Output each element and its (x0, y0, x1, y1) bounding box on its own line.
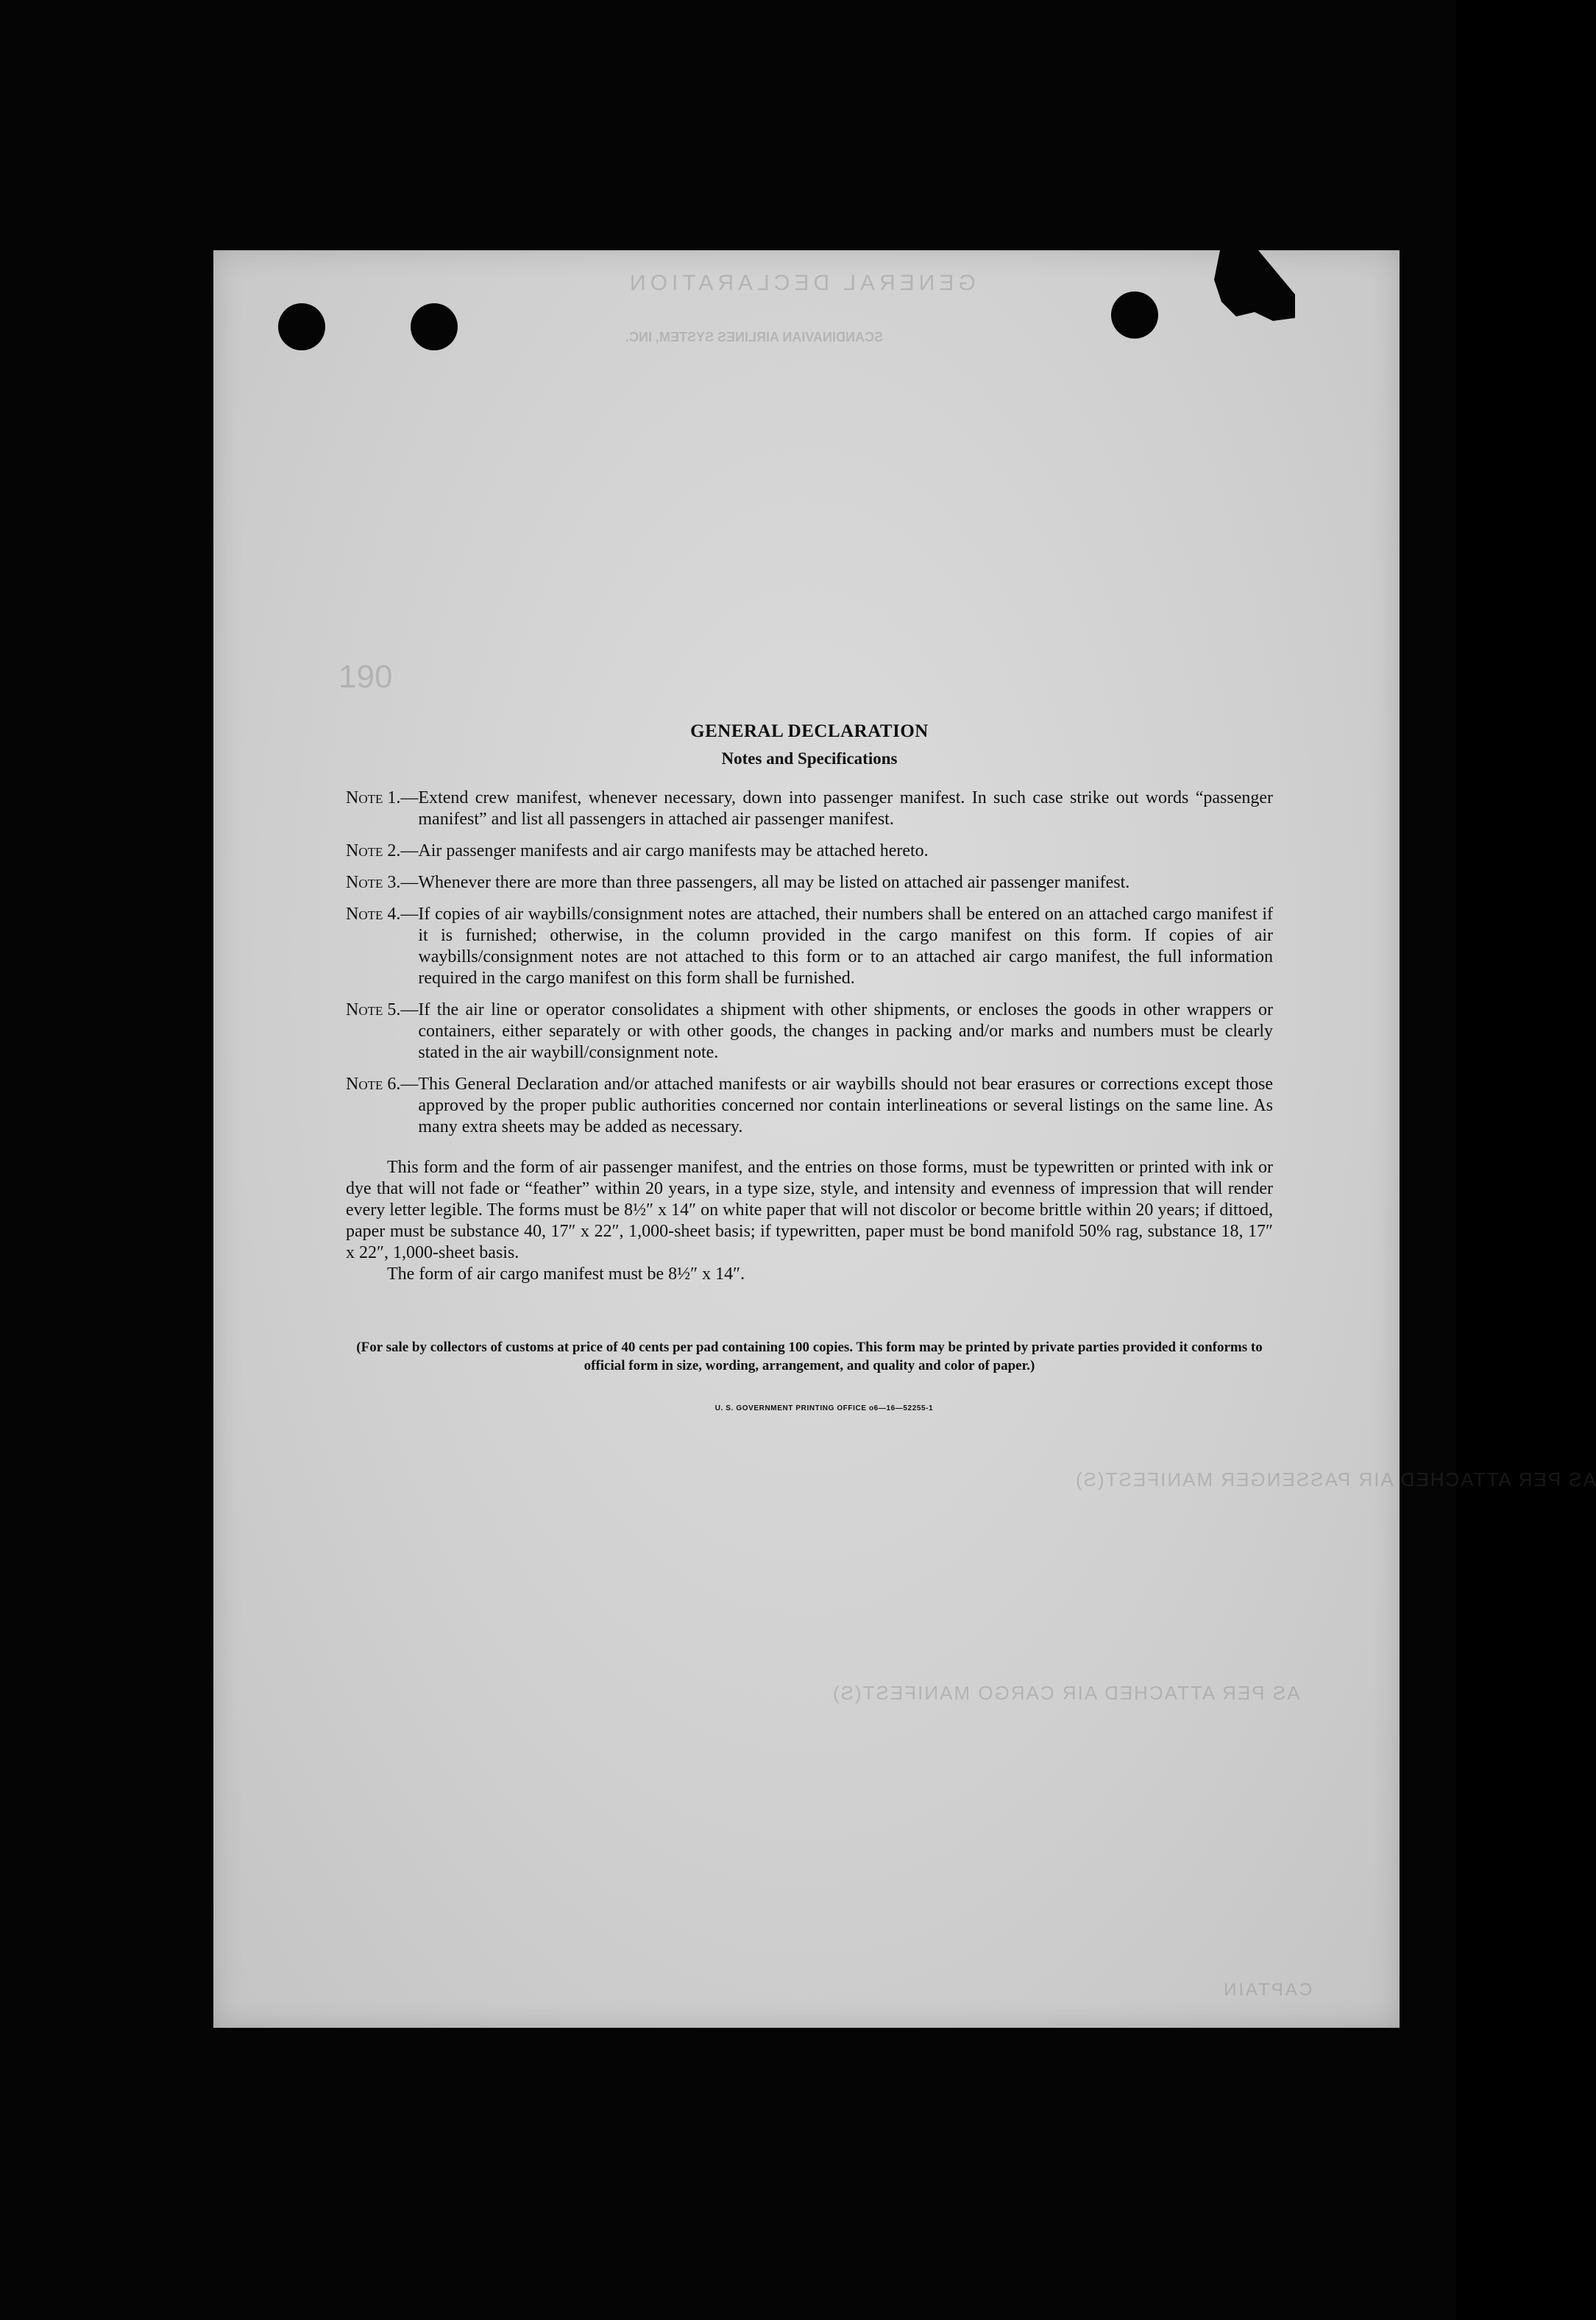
note-6 (346, 1074, 1273, 1138)
note-label: Note 1. (346, 788, 401, 807)
punch-hole-left (278, 303, 325, 350)
punch-hole-center (411, 303, 458, 350)
bleed-through-title: GENERAL DECLARATION (625, 271, 976, 295)
document-subtitle: Notes and Specifications (721, 749, 898, 768)
note-text: If copies of air waybills/consignment notes are attached, their numbers shall be entered on an attached cargo manifest if it is furnished; otherwise, in the column provided in the cargo manifest on this form. If copies of air waybills/consignment notes are not attached to this form or to an attached air cargo manifest, the full information required in the cargo manifest on this form shall be furnished. (418, 905, 1273, 988)
note-dash: — (400, 788, 419, 807)
form-specifications-paragraph: This form and the form of air passenger manifest, and the entries on those forms, must be typewritten or printed with ink or dye that will not fade or “feather” within 20 years, in a type size, style, and intensity and evenness of impression that will render every letter legible. The forms must be 8½″ x 14″ on white paper that will not discolor or become brittle within 20 years; if dittoed, paper must be substance 40, 17″ x 22″, 1,000-sheet basis; if typewritten, paper must be bond manifold 50% rag, substance 18, 17″ x 22″, 1,000-sheet basis. (346, 1158, 1273, 1262)
cargo-manifest-size-line: The form of air cargo manifest must be 8½″ x 14″. (387, 1265, 745, 1284)
note-text: If the air line or operator consolidates a shipment with other shipments, or encloses the goods in other wrappers or containers, either separately or with other goods, the changes in packing and/or marks and numbers must be clearly stated in the air waybill/consignment note. (418, 1000, 1273, 1062)
note-text: Extend crew manifest, whenever necessary, down into passenger manifest. In such case strike out words “passenger manifest” and list all passengers in attached air passenger manifest. (418, 788, 1273, 829)
note-label: Note 6. (346, 1075, 401, 1094)
note-1 (346, 788, 1273, 830)
document-title: GENERAL DECLARATION (690, 721, 929, 741)
punch-hole-right (1111, 291, 1158, 339)
note-label: Note 4. (346, 905, 401, 924)
note-2 (346, 841, 1273, 862)
note-text: This General Declaration and/or attached manifests or air waybills should not bear erasures or corrections except those approved by the proper public authorities concerned nor contain interlineations or several listings on the same line. As many extra sheets may be added as necessary. (418, 1075, 1273, 1136)
note-5 (346, 1000, 1273, 1064)
note-label: Note 5. (346, 1000, 401, 1019)
torn-corner (1214, 250, 1295, 331)
note-text: Air passenger manifests and air cargo manifests may be attached hereto. (418, 841, 929, 860)
bleed-through-airline: SCANDINAVIAN AIRLINES SYSTEM, INC. (625, 330, 884, 344)
notes-section (346, 721, 1273, 1412)
bleed-through-number: 190 (338, 659, 393, 695)
bleed-through-passenger-stamp: AS PER ATTACHED AIR PASSENGER MANIFEST(S) (1074, 1468, 1596, 1490)
note-label: Note 2. (346, 841, 401, 860)
bleed-through-cargo-stamp: AS PER ATTACHED AIR CARGO MANIFEST(S) (831, 1682, 1300, 1704)
bleed-through-captain: CAPTAIN (1221, 1980, 1313, 2000)
note-label: Note 3. (346, 873, 401, 892)
note-4 (346, 904, 1273, 989)
note-text: Whenever there are more than three passengers, all may be listed on attached air passenger manifest. (418, 873, 1130, 892)
note-dash: — (400, 841, 419, 860)
note-3 (346, 872, 1273, 894)
note-dash: — (400, 1000, 419, 1019)
note-dash: — (400, 1075, 419, 1094)
printing-office-line: U. S. GOVERNMENT PRINTING OFFICE o6—16—52255-1 (714, 1404, 934, 1412)
note-dash: — (400, 873, 419, 892)
note-dash: — (400, 905, 419, 924)
sale-note: (For sale by collectors of customs at price of 40 cents per pad containing 100 copies. This form may be printed by private parties provided it conforms to official form in size, wording, arrangement, and quality and color of paper.) (356, 1340, 1263, 1373)
